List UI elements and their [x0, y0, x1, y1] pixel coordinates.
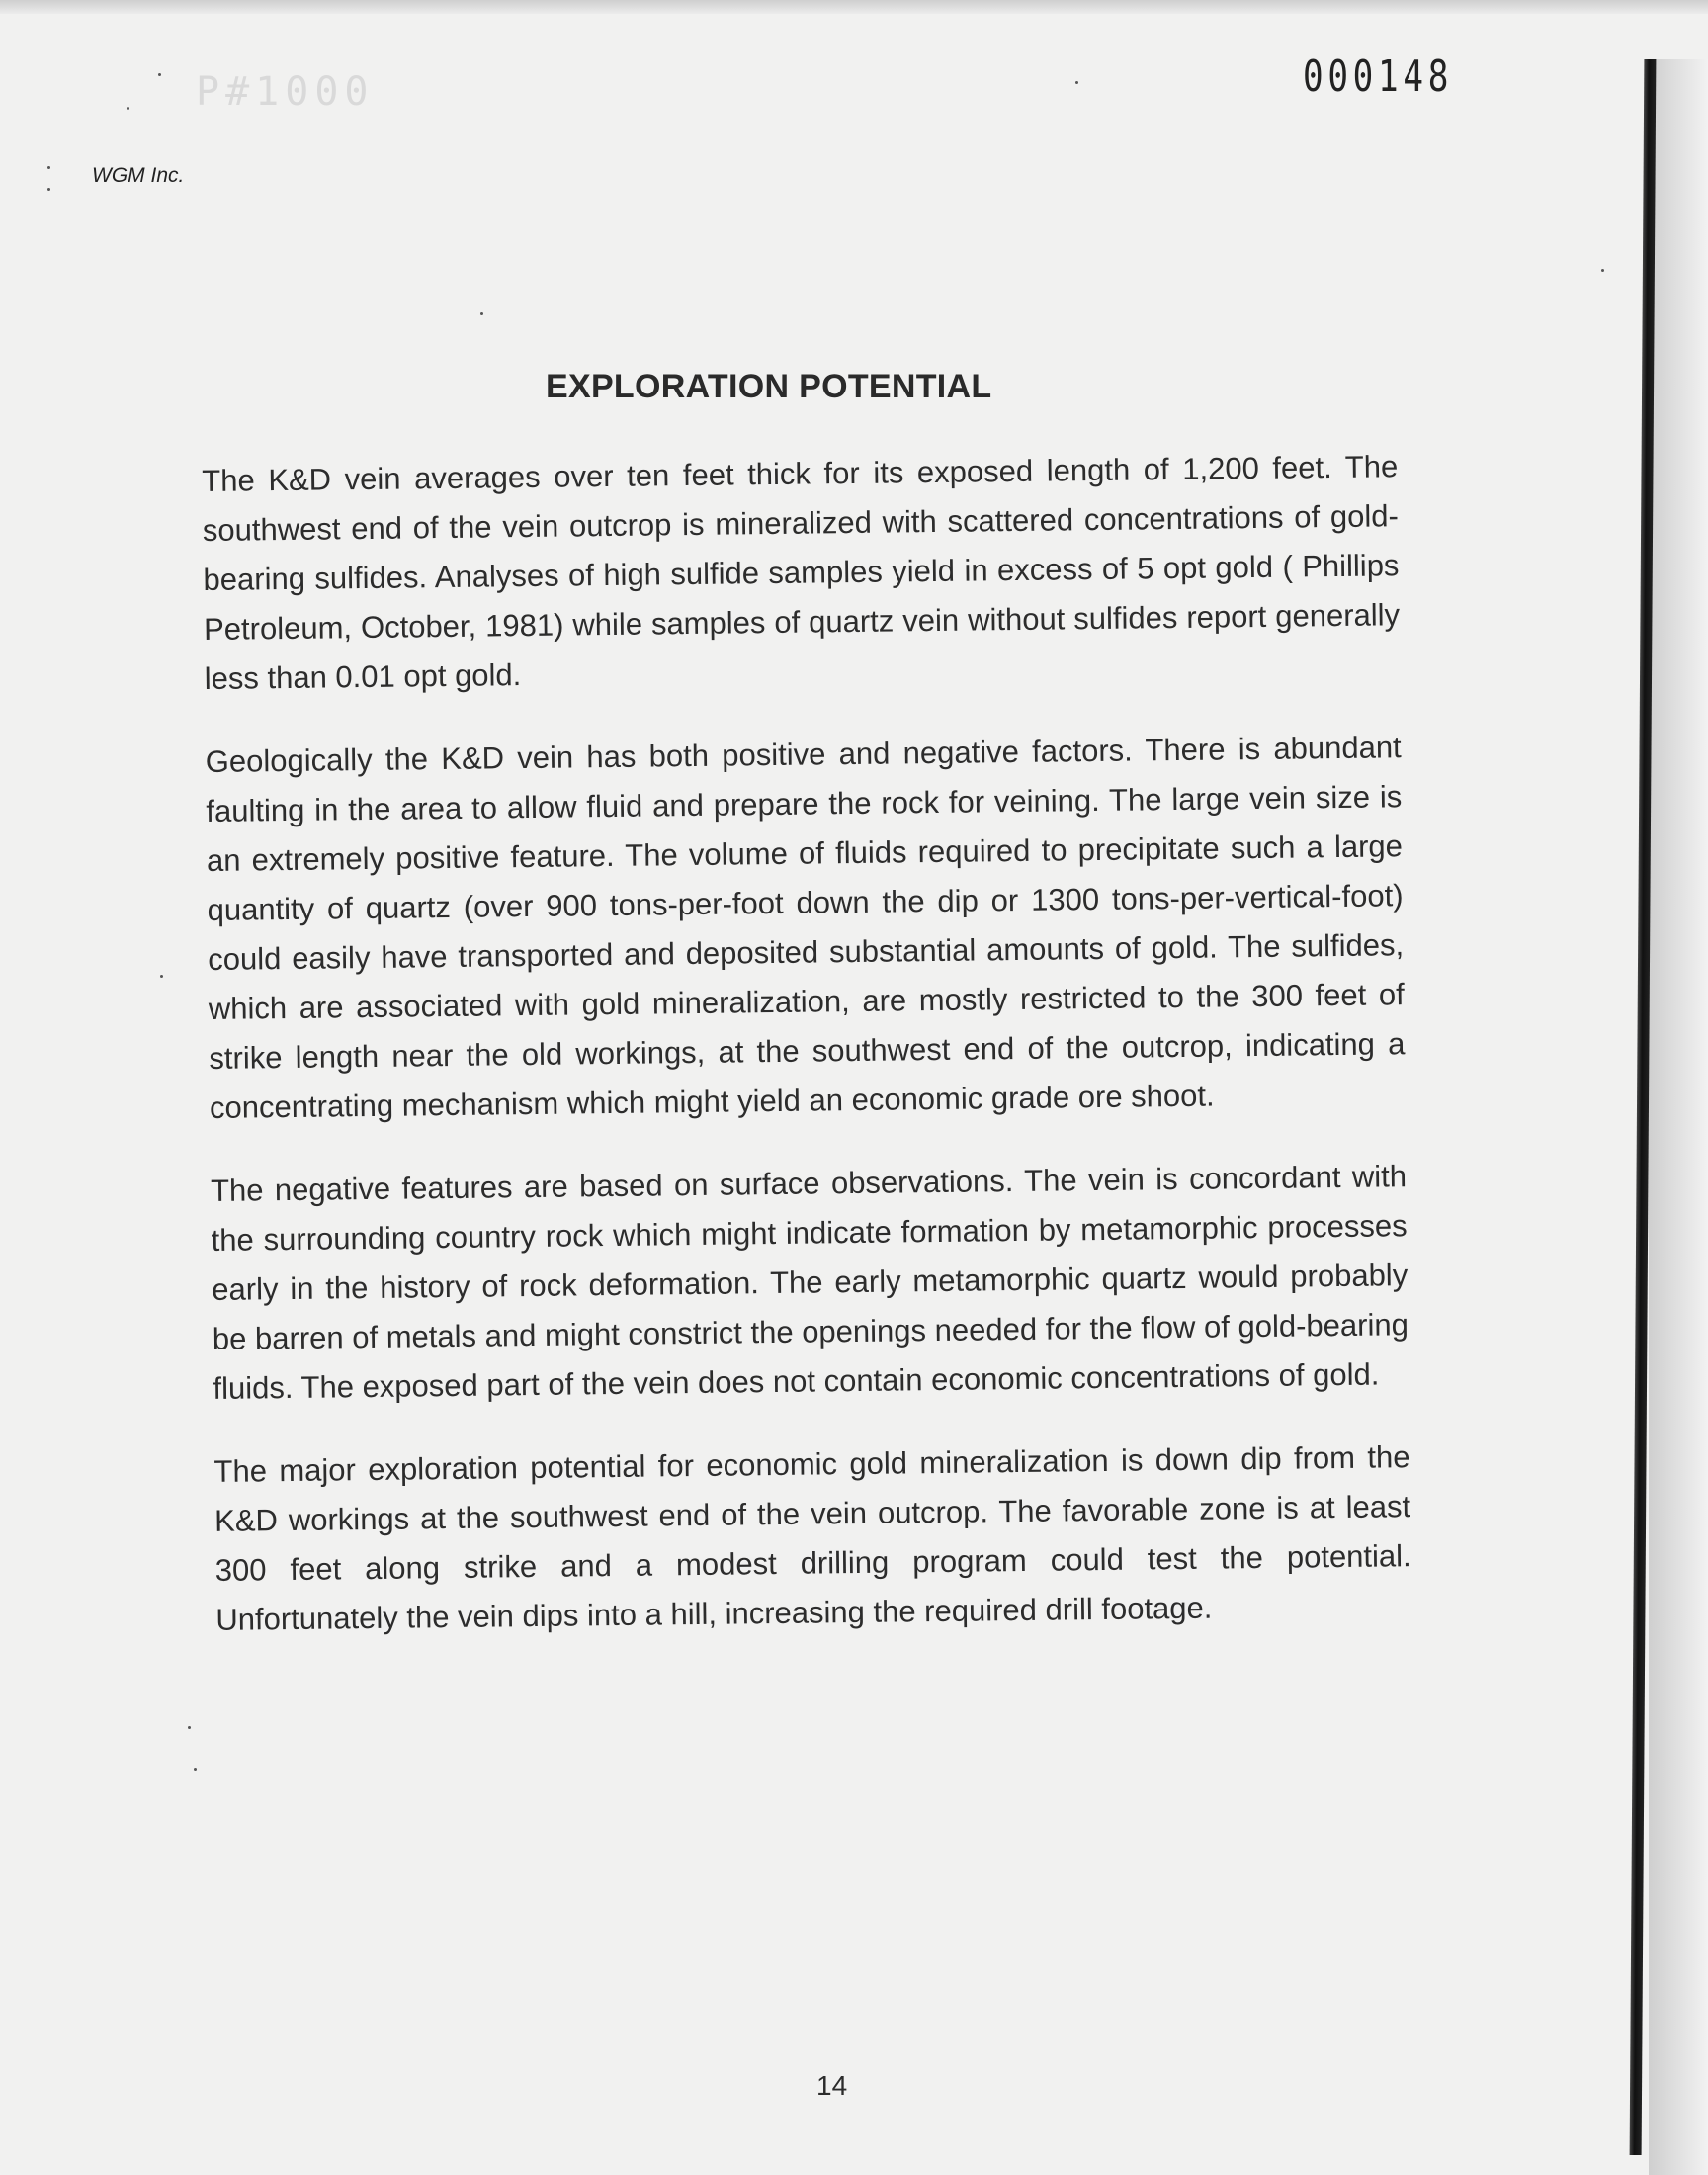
scan-speck: [480, 312, 483, 315]
scan-right-margin: [1649, 59, 1708, 2175]
document-number: 000148: [1303, 51, 1454, 102]
paragraph-3: The negative features are based on surface observations. The vein is concordant with the surrounding country rock which might indicate formation by metamorphic processes early in the history of rock deformation. The early metamorphic quartz would probably be barren of metals and might constrict the openings needed for the flow of gold-bearing fluids. The exposed part of the vein does not contain economic concentrations of gold.: [210, 1159, 1409, 1406]
body-text: [202, 442, 1412, 1679]
scan-speck: [194, 1768, 197, 1771]
page-number: 14: [816, 2070, 848, 2101]
scan-speck: [1601, 269, 1604, 272]
faded-stamp: P#1000: [196, 69, 375, 115]
page-title: EXPLORATION POTENTIAL: [546, 368, 992, 405]
company-name: WGM Inc.: [92, 164, 185, 187]
scan-top-edge: [0, 0, 1708, 14]
scan-speck: [127, 107, 129, 110]
paragraph-2: Geologically the K&D vein has both positive and negative factors. There is abundant faulting in the area to allow fluid and prepare the rock for veining. The large vein size is an extremely positive feature. The volume of fluids required to precipitate such a large quantity of quartz (over 900 tons-per-foot down the dip or 1300 tons-per-vertical-foot) could easily have transported and deposited substantial amounts of gold. The sulfides, which are associated with gold mineralization, are mostly restricted to the 300 feet of strike length near the old workings, at the southwest end of the outcrop, indicating a concentrating mechanism which might yield an economic grade ore shoot.: [205, 730, 1406, 1125]
scan-speck: [1075, 81, 1078, 84]
scan-speck: [188, 1726, 191, 1729]
paragraph-4: The major exploration potential for economic gold mineralization is down dip from the K&D workings at the southwest end of the vein outcrop. The favorable zone is at least 300 feet along strike and a modest drilling program could test the potential. Unfortunately the vein dips into a hill, increasing the required drill footage.: [214, 1439, 1411, 1637]
scan-speck: [47, 166, 50, 169]
paragraph-1: The K&D vein averages over ten feet thick for its exposed length of 1,200 feet. The southwest end of the vein outcrop is mineralized with scattered concentrations of gold-bearing sulfides. Analyses of high sulfide samples yield in excess of 5 opt gold ( Phillips Petroleum, October, 1981) while samples of quartz vein without sulfides report generally less than 0.01 opt gold.: [202, 449, 1401, 696]
scan-speck: [47, 188, 50, 191]
scan-speck: [160, 975, 163, 978]
scan-speck: [158, 73, 161, 76]
